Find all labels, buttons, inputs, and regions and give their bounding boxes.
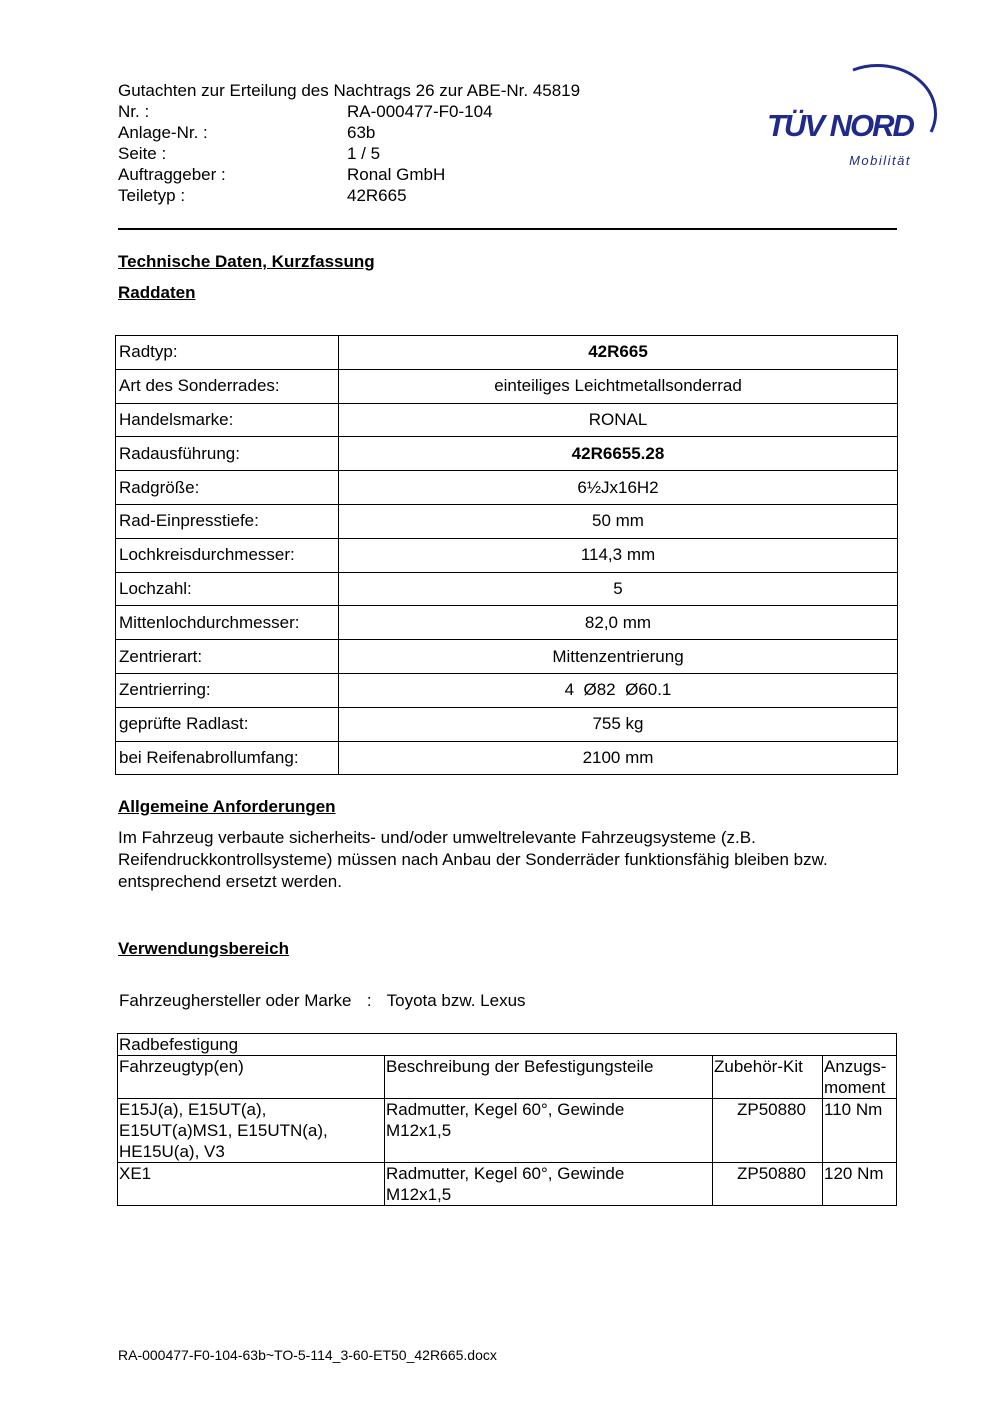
row-value: 42R6655.28 [339,437,898,471]
header-value: 42R665 [347,186,407,205]
row-value: 2100 mm [339,741,898,775]
radbefestigung-table [117,1033,897,1206]
row-value: 42R665 [339,336,898,370]
maker-separator: : [366,991,372,1010]
column-header: Anzugs- moment [823,1056,897,1099]
header-row-nr [118,101,580,122]
heading-verwendungsbereich: Verwendungsbereich [118,939,289,958]
table-header-row [118,1056,897,1099]
allgemein-paragraph: Im Fahrzeug verbaute sicherheits- und/oder umweltrelevante Fahrzeugsysteme (z.B. Reifendruckkontrollsysteme) müssen nach Anbau der Sonderräder funktionsfähig bleiben bzw. entsprechend ersetzt werden. [118,828,828,891]
table-row [116,403,898,437]
wheel-data-table [115,335,898,775]
header-label: Nr. : [118,102,150,121]
row-label: Radausführung: [116,437,339,471]
header-row-teiletyp [118,185,580,206]
row-label: Mittenlochdurchmesser: [116,606,339,640]
document-title: Gutachten zur Erteilung des Nachtrags 26 zur ABE-Nr. 45819 [118,81,581,100]
table-row [118,1099,897,1163]
table-row [116,741,898,775]
table-row [116,538,898,572]
tightening-torque: 110 Nm [823,1099,897,1163]
row-value: 5 [339,572,898,606]
row-value: 114,3 mm [339,538,898,572]
row-label: Lochzahl: [116,572,339,606]
row-value: einteiliges Leichtmetallsonderrad [339,369,898,403]
header-label: Anlage-Nr. : [118,123,208,142]
header-label: Teiletyp : [118,186,186,205]
table-row [116,369,898,403]
header-value: 1 / 5 [347,144,381,163]
vehicle-types: E15J(a), E15UT(a), E15UT(a)MS1, E15UTN(a), HE15U(a), V3 [118,1099,385,1163]
header-value: RA-000477-F0-104 [347,102,493,121]
header-label: Auftraggeber : [118,165,226,184]
heading-technische-daten: Technische Daten, Kurzfassung [118,252,375,271]
header-row-seite [118,143,580,164]
footer-filename: RA-000477-F0-104-63b~TO-5-114_3-60-ET50_42R665.docx [118,1347,497,1363]
header-value: Ronal GmbH [347,165,446,184]
table-row [116,707,898,741]
row-value: 755 kg [339,707,898,741]
table-caption-row [118,1034,897,1056]
column-header: Zubehör-Kit [713,1056,823,1099]
header-rule [118,228,897,230]
row-value: 82,0 mm [339,606,898,640]
header-label: Seite : [118,144,167,163]
row-label: Zentrierring: [116,673,339,707]
table-row [118,1163,897,1206]
fastening-description: Radmutter, Kegel 60°, Gewinde M12x1,5 [385,1099,713,1163]
row-label: Art des Sonderrades: [116,369,339,403]
maker-label: Fahrzeughersteller oder Marke [119,991,352,1010]
row-label: bei Reifenabrollumfang: [116,741,339,775]
table-row [116,572,898,606]
row-value: 50 mm [339,504,898,538]
row-value: 6½Jx16H2 [339,471,898,505]
table-row [116,640,898,674]
table-row [116,606,898,640]
row-label: Zentrierart: [116,640,339,674]
vehicle-maker-line [119,991,526,1011]
table-row [116,471,898,505]
row-label: geprüfte Radlast: [116,707,339,741]
row-label: Radtyp: [116,336,339,370]
header-value: 63b [347,123,376,142]
document-header [118,80,580,206]
header-row-anlage [118,122,580,143]
table-row [116,437,898,471]
row-value: 4 Ø82 Ø60.1 [339,673,898,707]
tightening-torque: 120 Nm [823,1163,897,1206]
table-caption: Radbefestigung [118,1034,897,1056]
vehicle-types: XE1 [118,1163,385,1206]
accessory-kit: ZP50880 [713,1099,823,1163]
maker-value: Toyota bzw. Lexus [386,991,526,1010]
column-header: Fahrzeugtyp(en) [118,1056,385,1099]
logo-brand: TÜV NORD [767,108,913,143]
column-header: Beschreibung der Befestigungsteile [385,1056,713,1099]
table-row [116,504,898,538]
header-row-auftraggeber [118,164,580,185]
row-label: Handelsmarke: [116,403,339,437]
heading-allgemeine-anforderungen: Allgemeine Anforderungen [118,797,336,816]
heading-raddaten: Raddaten [118,283,196,302]
tuv-nord-logo [765,58,945,173]
row-value: RONAL [339,403,898,437]
row-label: Lochkreisdurchmesser: [116,538,339,572]
logo-subtitle: Mobilität [849,153,911,168]
row-value: Mittenzentrierung [339,640,898,674]
table-row [116,673,898,707]
fastening-description: Radmutter, Kegel 60°, Gewinde M12x1,5 [385,1163,713,1206]
accessory-kit: ZP50880 [713,1163,823,1206]
row-label: Rad-Einpresstiefe: [116,504,339,538]
table-row [116,336,898,370]
row-label: Radgröße: [116,471,339,505]
